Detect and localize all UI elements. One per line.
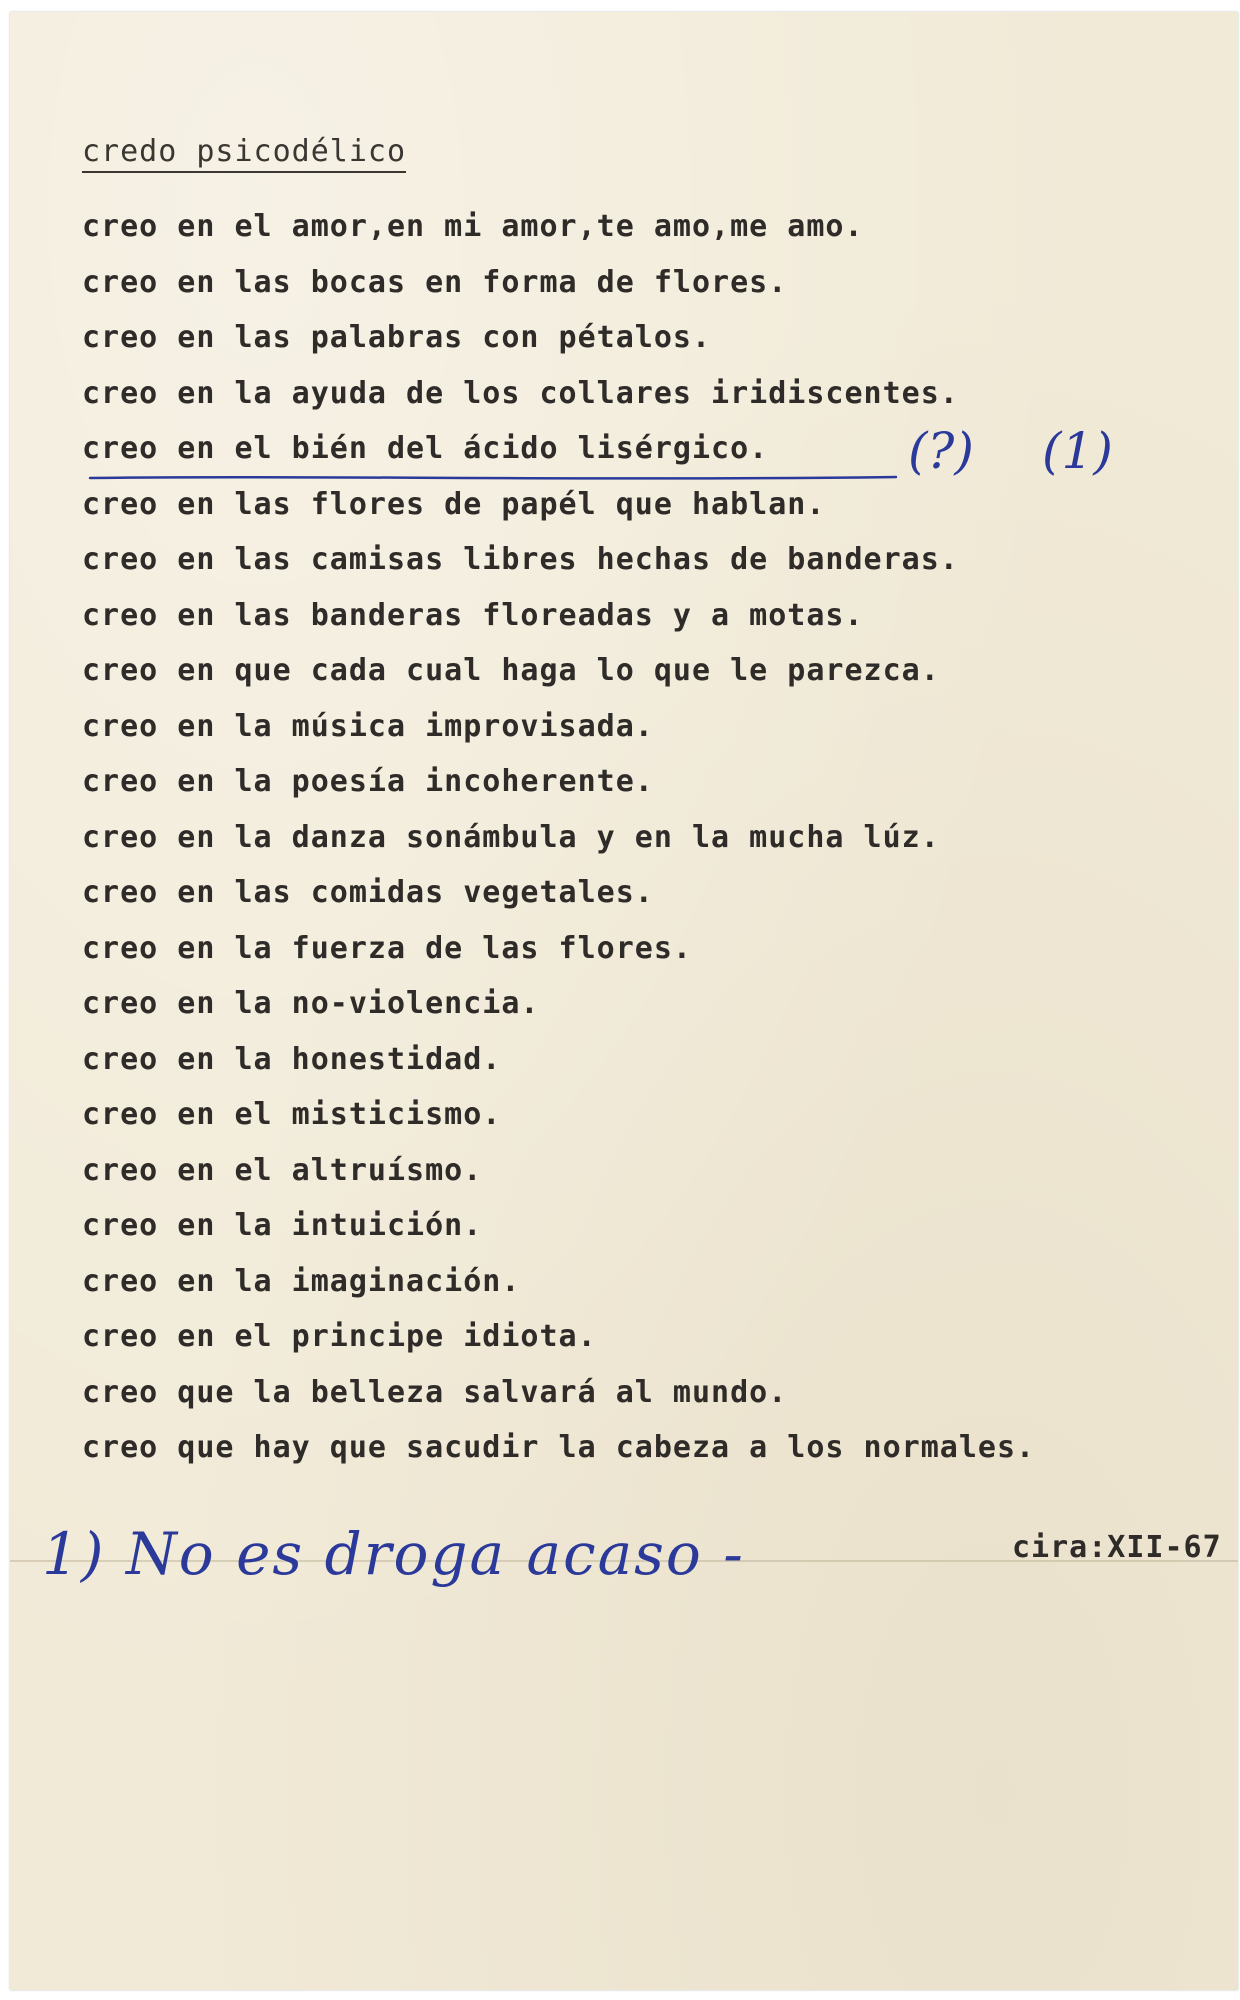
poem-line: creo en la honestidad. (82, 1041, 502, 1077)
poem-line: creo que la belleza salvará al mundo. (82, 1374, 788, 1410)
poem-lines (82, 206, 1232, 1483)
poem-line: creo en el amor,en mi amor,te amo,me amo. (82, 209, 864, 244)
pen-underline (88, 472, 898, 484)
poem-line: creo en las bocas en forma de flores. (82, 264, 788, 300)
poem-line: creo en la poesía incoherente. (82, 764, 654, 799)
poem-line: creo en la ayuda de los collares iridiscentes. (82, 375, 959, 411)
signature-date: cira:XII-67 (1012, 1530, 1222, 1565)
poem-line: creo en la danza sonámbula y en la mucha lúz. (82, 819, 940, 855)
poem-line: creo en las palabras con pétalos. (82, 320, 712, 355)
poem-line: creo en la no-violencia. (82, 986, 540, 1021)
poem-title: credo psicodélico (82, 134, 406, 173)
poem-line: creo en la fuerza de las flores. (82, 930, 692, 966)
poem-line: creo en las banderas floreadas y a motas. (82, 597, 864, 633)
poem-line: creo en que cada cual haga lo que le parezca. (82, 653, 940, 688)
margin-footnote-reference: (1) (1042, 422, 1113, 480)
margin-question-mark: (?) (908, 422, 974, 480)
poem-line: creo en la imaginación. (82, 1263, 521, 1299)
poem-line: creo en las comidas vegetales. (82, 875, 654, 910)
handwritten-footnote: 1) No es droga acaso - (42, 1520, 745, 1588)
poem-line: creo en la música improvisada. (82, 708, 654, 744)
poem-line: creo en las flores de papél que hablan. (82, 486, 826, 522)
poem-line-underlined: creo en el bién del ácido lisérgico. (82, 431, 769, 466)
document-page (10, 12, 1238, 1990)
poem-line: creo en la intuición. (82, 1208, 483, 1243)
poem-line: creo en las camisas libres hechas de banderas. (82, 542, 959, 577)
poem-line: creo en el altruísmo. (82, 1152, 483, 1188)
poem-line: creo que hay que sacudir la cabeza a los normales. (82, 1430, 1036, 1465)
poem-line: creo en el misticismo. (82, 1097, 502, 1132)
poem-line: creo en el principe idiota. (82, 1319, 597, 1354)
